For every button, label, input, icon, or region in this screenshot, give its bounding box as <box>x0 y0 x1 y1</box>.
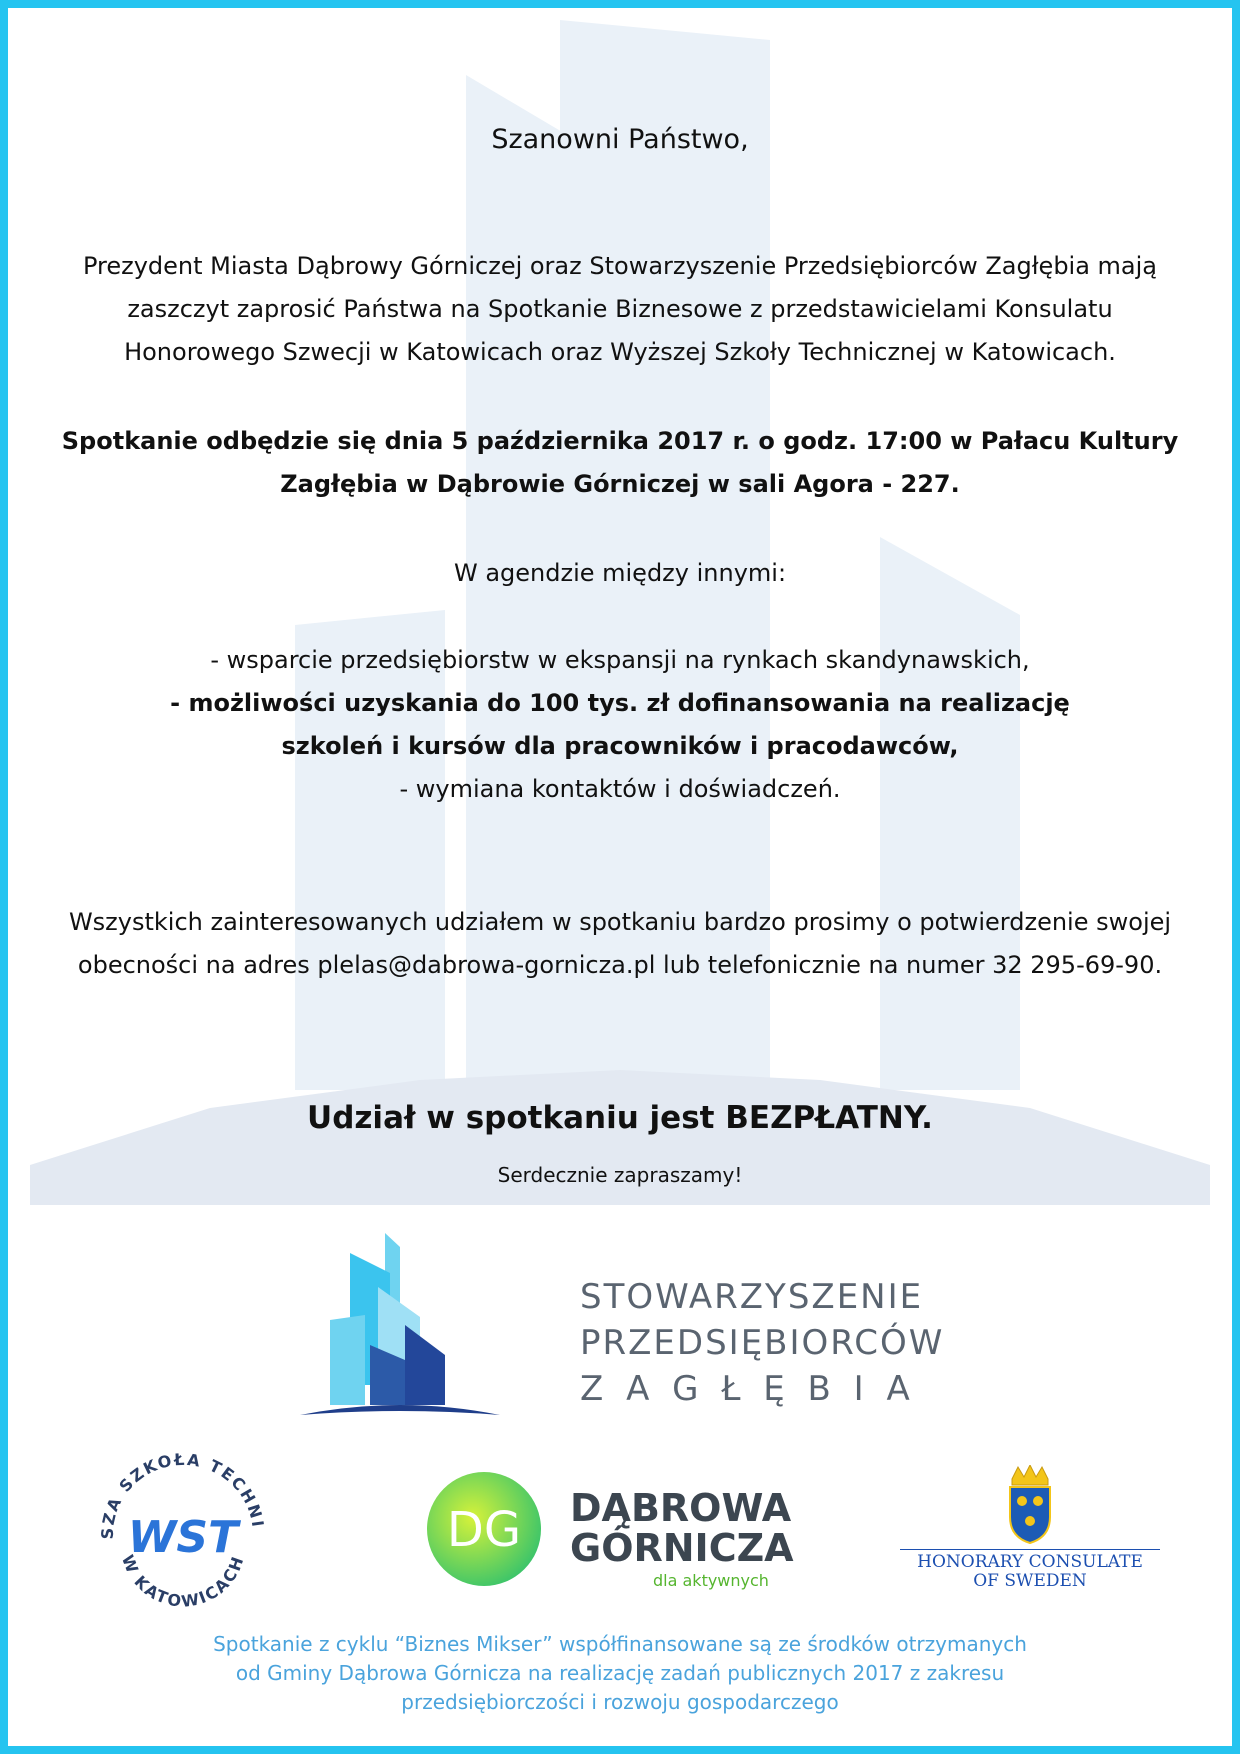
agenda-item-1: - wsparcie przedsiębiorstw w ekspansji na rynkach skandynawskich, <box>210 646 1030 674</box>
dabrowa-tagline: dla aktywnych <box>653 1571 769 1590</box>
consulate-line-1: HONORARY CONSULATE <box>900 1549 1160 1572</box>
buildings-icon <box>290 1225 510 1420</box>
agenda-item-2-cont: szkoleń i kursów dla pracowników i pracodawców, <box>281 732 959 760</box>
consulate-logo <box>900 1465 1160 1595</box>
intro-line-1: Prezydent Miasta Dąbrowy Górniczej oraz Stowarzyszenie Przedsiębiorców Zagłębia mają <box>82 252 1158 280</box>
greeting: Szanowni Państwo, <box>491 124 749 155</box>
intro-line-2: zaszczyt zaprosić Państwa na Spotkanie Biznesowe z przedstawicielami Konsulatu <box>127 295 1113 323</box>
event-line-2: Zagłębia w Dąbrowie Górniczej w sali Agora - 227. <box>280 470 960 498</box>
agenda-item-3: - wymiana kontaktów i doświadczeń. <box>399 775 841 803</box>
footer-line-1: Spotkanie z cyklu “Biznes Mikser” współfinansowane są ze środków otrzymanych <box>213 1632 1027 1656</box>
footer-line-2: od Gminy Dąbrowa Górnicza na realizację zadań publicznych 2017 z zakresu <box>235 1661 1005 1685</box>
spz-line-3: Z A G Ł Ę B I A <box>580 1369 916 1409</box>
consulate-line-2: OF SWEDEN <box>973 1571 1087 1591</box>
swedish-coat-of-arms-icon <box>1000 1465 1060 1545</box>
wst-emblem <box>88 1440 278 1630</box>
spz-logo <box>290 1225 945 1425</box>
intro-line-3: Honorowego Szwecji w Katowicach oraz Wyższej Szkoły Technicznej w Katowicach. <box>124 338 1116 366</box>
dabrowa-gornicza-logo <box>425 1470 805 1590</box>
dg-mark: DG <box>446 1502 522 1558</box>
invite-text: Serdecznie zapraszamy! <box>497 1163 743 1187</box>
event-line-1: Spotkanie odbędzie się dnia 5 października 2017 r. o godz. 17:00 w Pałacu Kultury <box>61 427 1179 455</box>
rsvp-line-2: obecności na adres plelas@dabrowa-gornicza.pl lub telefonicznie na numer 32 295-69-90. <box>77 951 1163 979</box>
rsvp-line-1: Wszystkich zainteresowanych udziałem w spotkaniu bardzo prosimy o potwierdzenie swojej <box>68 908 1172 936</box>
free-entry-heading: Udział w spotkaniu jest BEZPŁATNY. <box>307 1100 933 1136</box>
dabrowa-line-1: DĄBROWA <box>570 1486 792 1530</box>
dabrowa-line-2: GÓRNICZA <box>570 1526 794 1570</box>
wst-mark: WST <box>127 1512 239 1563</box>
agenda-title: W agendzie między innymi: <box>453 559 787 587</box>
dg-emblem <box>425 1470 543 1588</box>
footer-line-3: przedsiębiorczości i rozwoju gospodarczego <box>401 1690 839 1714</box>
spz-line-2: PRZEDSIĘBIORCÓW <box>580 1323 945 1363</box>
wst-top-text: SZA SZKOŁA TECHNI <box>97 1449 268 1540</box>
agenda-item-2: - możliwości uzyskania do 100 tys. zł dofinansowania na realizację <box>170 689 1070 717</box>
wst-bottom-text: W KATOWICACH <box>117 1552 248 1612</box>
wst-logo <box>88 1440 278 1630</box>
spz-line-1: STOWARZYSZENIE <box>580 1277 924 1317</box>
